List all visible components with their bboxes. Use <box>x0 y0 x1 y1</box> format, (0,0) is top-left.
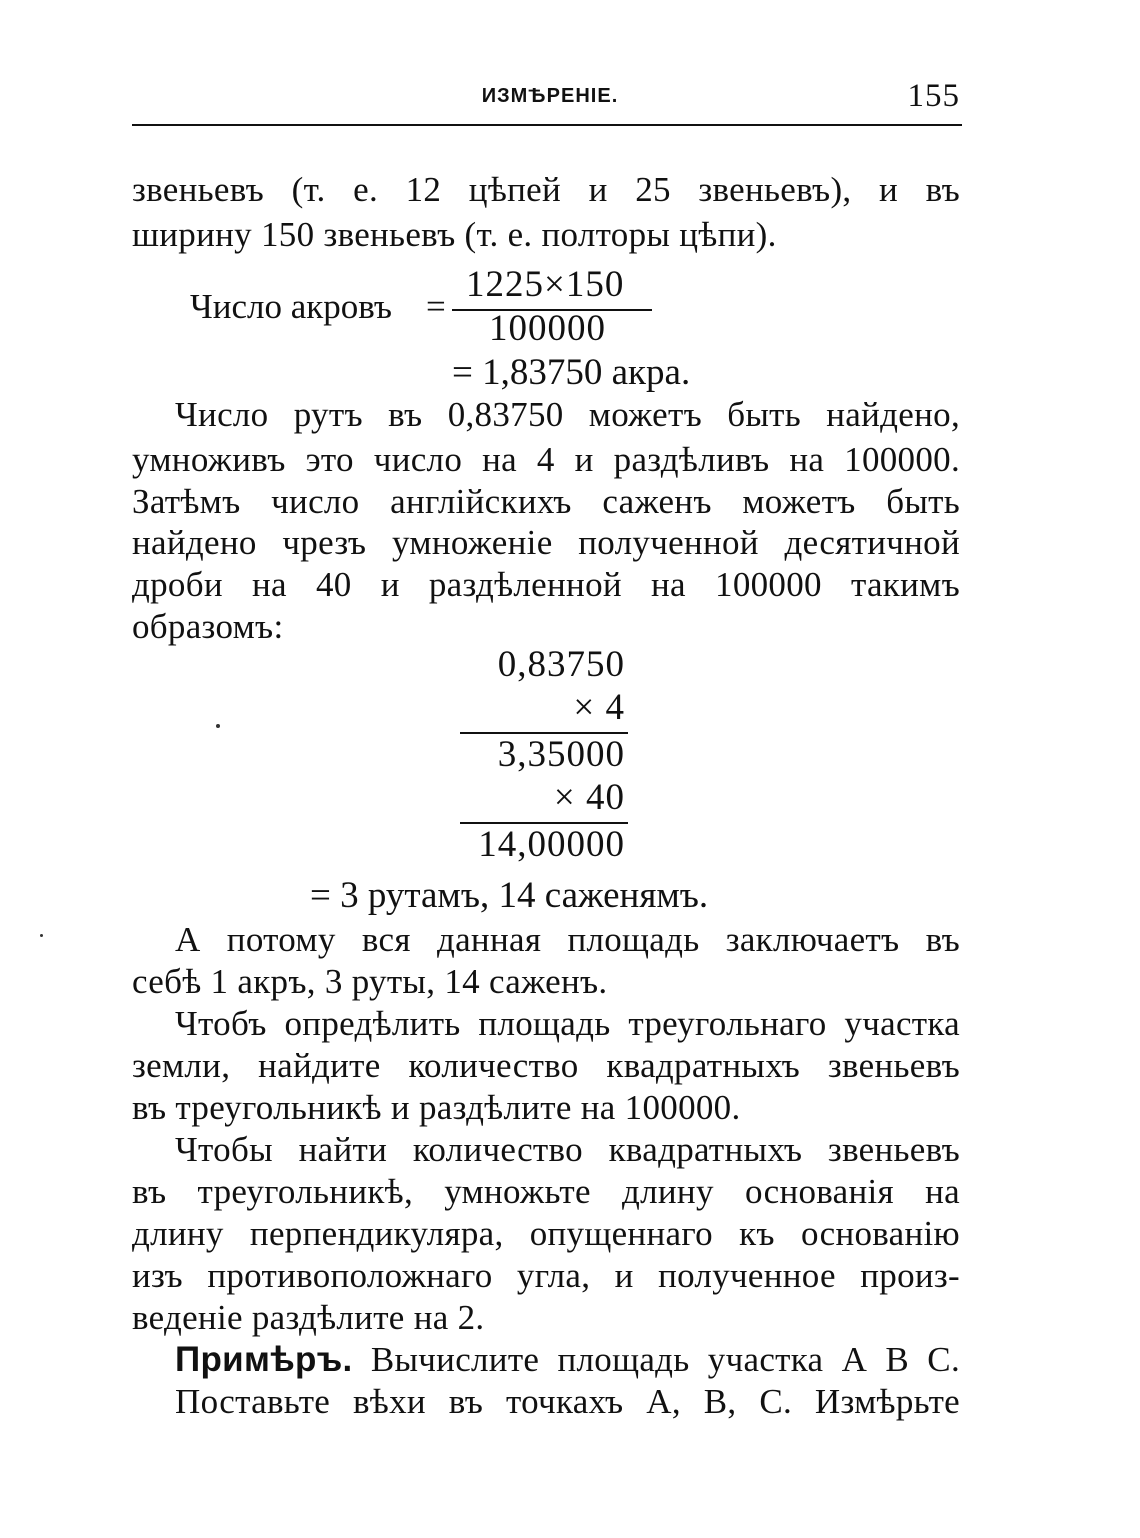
text-line: длину перпендикуляра, опущеннаго къ основанію <box>132 1214 960 1253</box>
calc-result: = 3 рутамъ, 14 саженямъ. <box>310 875 709 916</box>
text-line: Число рутъ въ 0,83750 можетъ быть найдено, <box>175 395 960 434</box>
text-line: въ треугольникѣ, умножьте длину основанія на <box>132 1172 960 1211</box>
example-label: Примѣръ. <box>175 1340 353 1379</box>
calc-line: 14,00000 <box>478 824 625 865</box>
text-line: себѣ 1 акръ, 3 руты, 14 саженъ. <box>132 962 608 1001</box>
text-line: ширину 150 звеньевъ (т. е. полторы цѣпи). <box>132 215 777 254</box>
text-line: Затѣмъ число англійскихъ саженъ можетъ быть <box>132 482 960 521</box>
formula-numerator: 1225×150 <box>466 264 625 305</box>
text-line: звеньевъ (т. е. 12 цѣпей и 25 звеньевъ), и въ <box>132 170 960 209</box>
text-line: А потому вся данная площадь заключаетъ въ <box>175 920 960 959</box>
text-line: умноживъ это число на 4 и раздѣливъ на 100000. <box>132 440 960 479</box>
calc-line: × 4 <box>573 687 625 728</box>
formula-label: Число акровъ <box>190 287 393 326</box>
text-line: веденіе раздѣлите на 2. <box>132 1298 485 1337</box>
formula-denominator: 100000 <box>489 308 606 349</box>
text-line: изъ противоположнаго угла, и полученное произ- <box>132 1256 960 1295</box>
header-rule <box>132 124 962 126</box>
text-line: найдено чрезъ умноженіе полученной десятичной <box>132 523 960 562</box>
scan-speck <box>40 934 43 937</box>
calc-line: 0,83750 <box>497 644 625 685</box>
text-line: дроби на 40 и раздѣленной на 100000 такимъ <box>132 565 960 604</box>
text-line: земли, найдите количество квадратныхъ звеньевъ <box>132 1046 960 1085</box>
text-line: въ треугольникѣ и раздѣлите на 100000. <box>132 1088 741 1127</box>
calc-line: 3,35000 <box>497 734 625 775</box>
example-text: Вычислите площадь участка А В С. <box>370 1340 960 1379</box>
text-line: Чтобъ опредѣлить площадь треугольнаго участка <box>175 1004 960 1043</box>
scan-speck <box>216 724 220 728</box>
page-number: 155 <box>907 78 960 114</box>
calc-line: × 40 <box>553 777 625 818</box>
text-line: Поставьте вѣхи въ точкахъ А, В, С. Измѣрьте <box>175 1382 960 1421</box>
formula-equals: = <box>426 287 446 326</box>
example-line <box>175 1337 960 1382</box>
running-header-title: ИЗМѢРЕНІЕ. <box>481 85 619 107</box>
text-line: Чтобы найти количество квадратныхъ звеньевъ <box>175 1130 960 1169</box>
formula-result: = 1,83750 акра. <box>452 352 691 393</box>
running-header <box>0 85 1140 108</box>
text-line: образомъ: <box>132 607 284 646</box>
